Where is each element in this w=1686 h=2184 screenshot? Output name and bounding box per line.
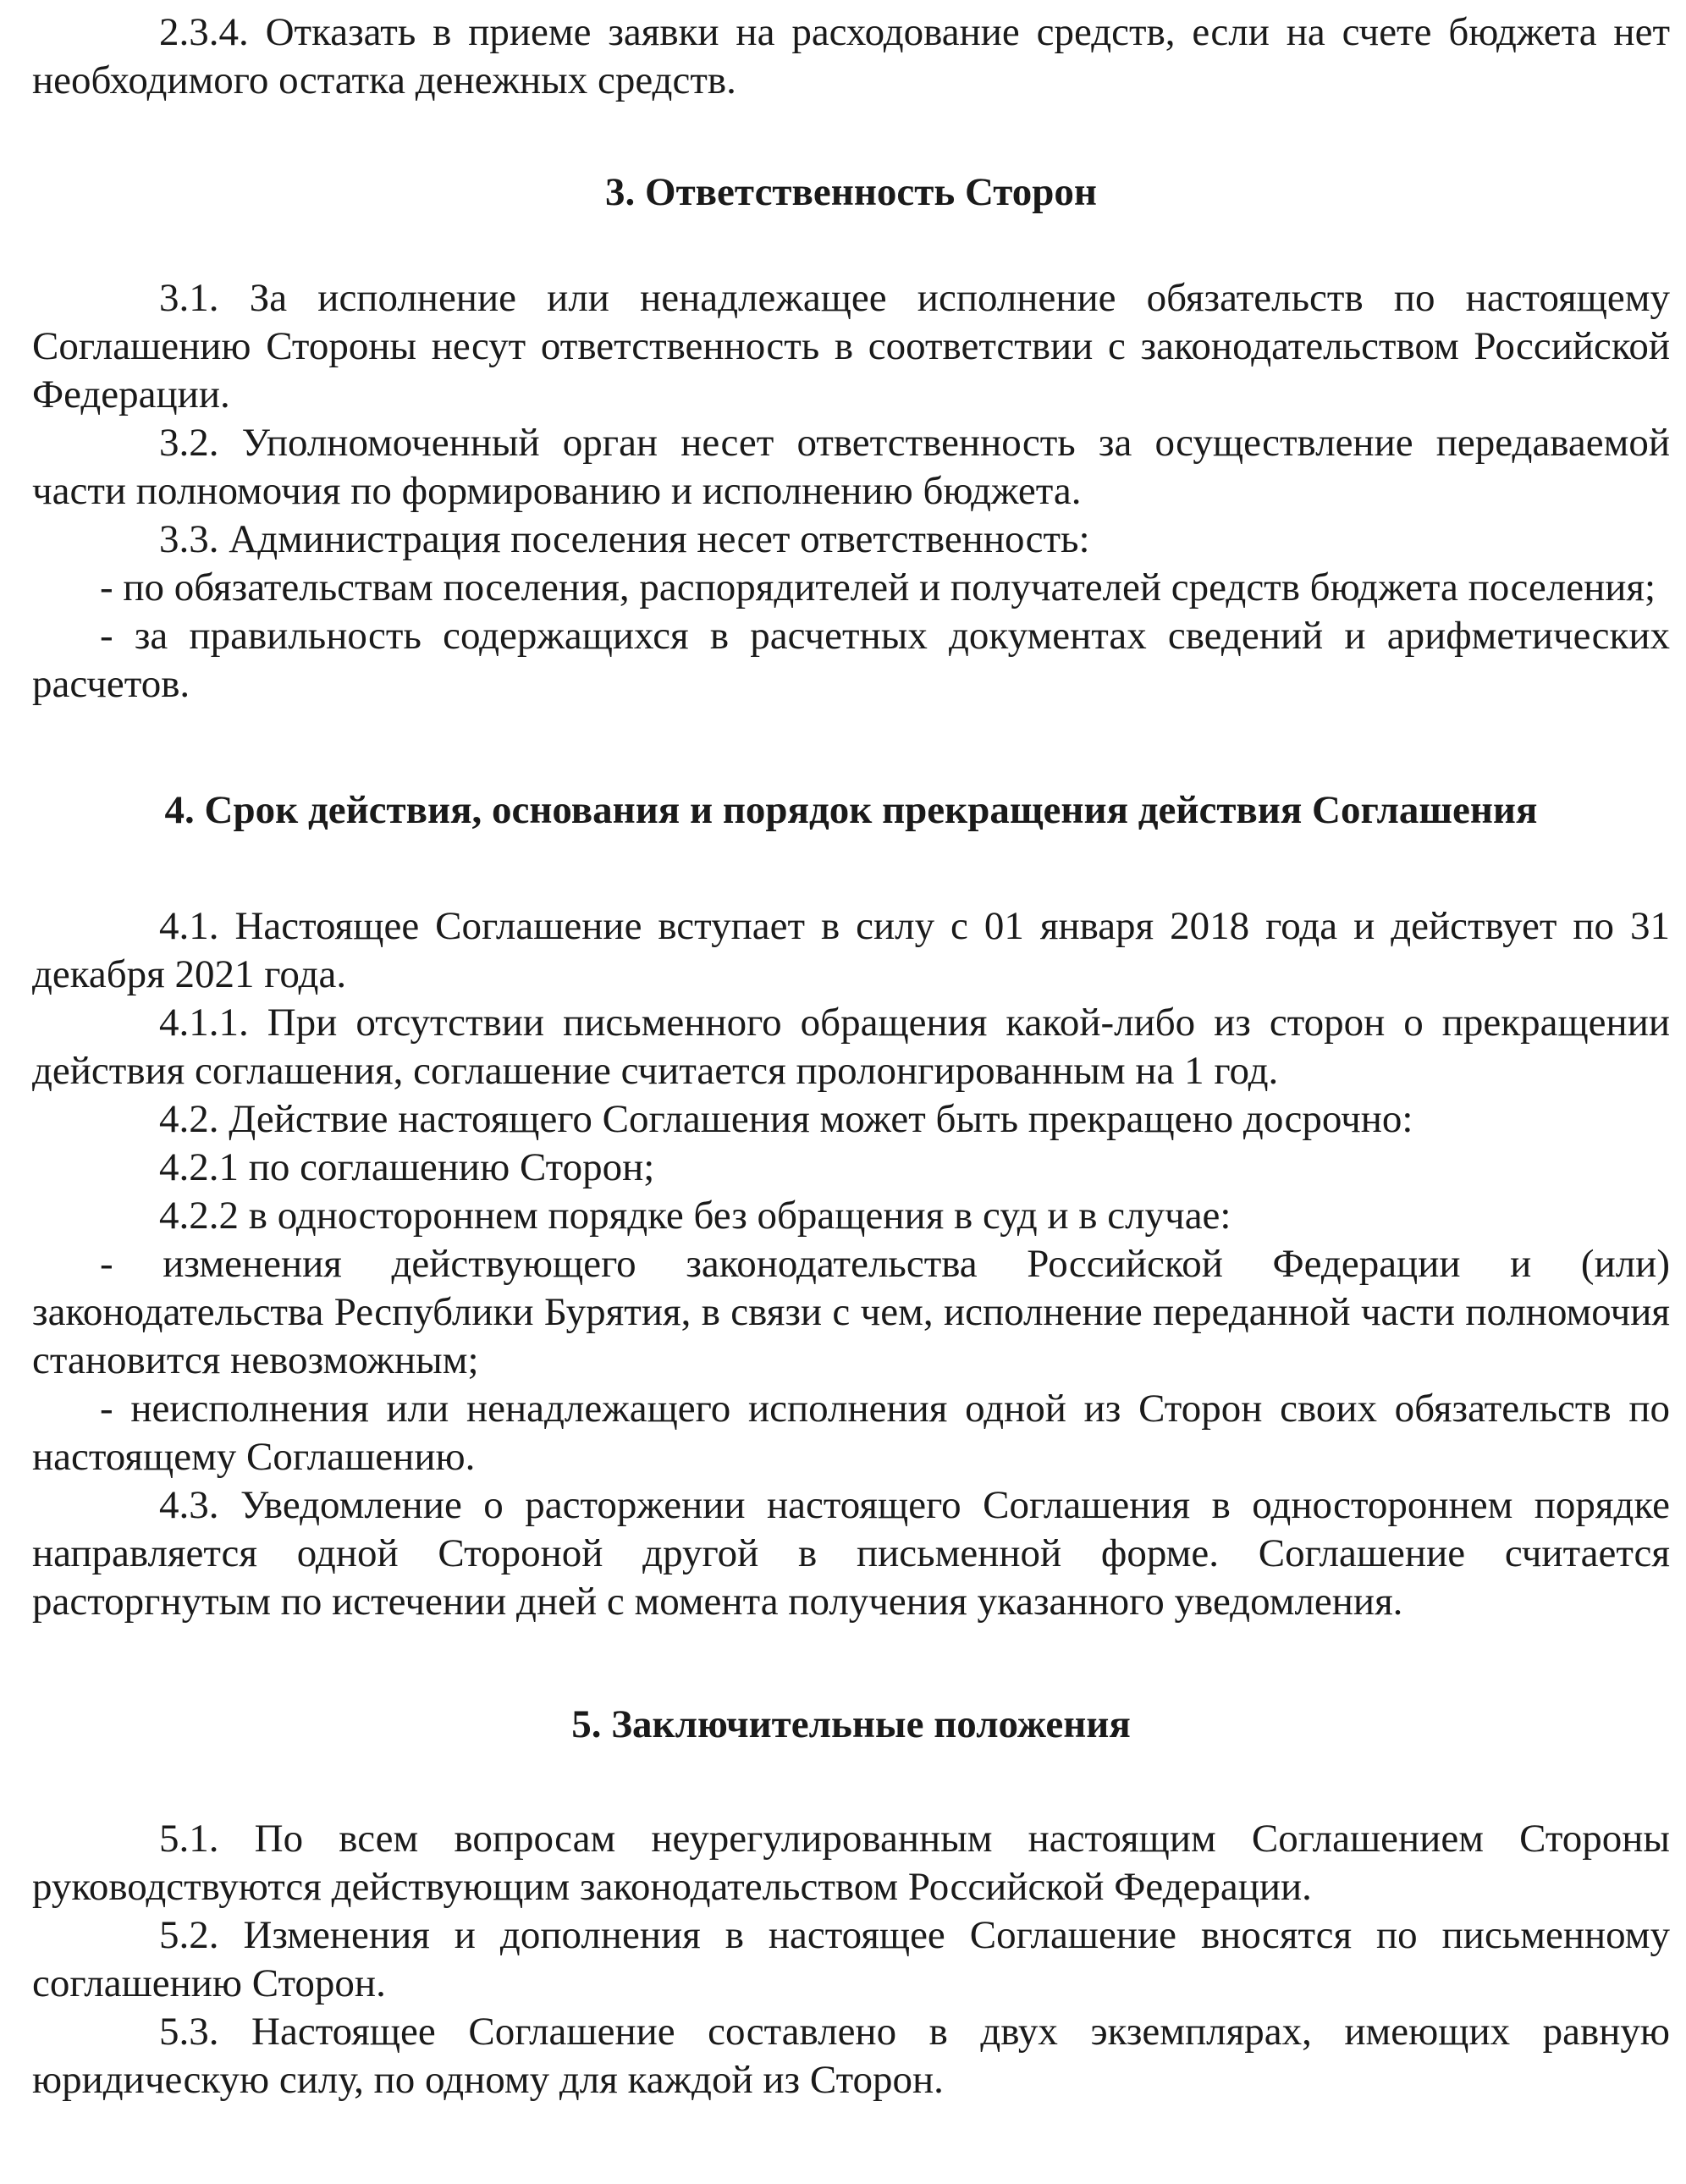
section-3-heading: 3. Ответственность Сторон <box>605 170 1097 214</box>
paragraph-4-3: 4.3. Уведомление о расторжении настоящего Соглашения в одностороннем порядке направляется одной Стороной другой в письменной форме. Соглашение считается расторгнутым по истечении дней с момента получения указанного уведомления. <box>32 1483 1670 1624</box>
paragraph-4-2-2: 4.2.2 в одностороннем порядке без обращения в суд и в случае: <box>159 1194 1231 1238</box>
section-4-heading: 4. Срок действия, основания и порядок прекращения действия Соглашения <box>164 788 1538 832</box>
paragraph-3-2: 3.2. Уполномоченный орган несет ответственность за осуществление передаваемой части полномочия по формированию и исполнению бюджета. <box>32 421 1670 513</box>
section-5-heading: 5. Заключительные положения <box>571 1702 1131 1746</box>
paragraph-3-1: 3.1. За исполнение или ненадлежащее исполнение обязательств по настоящему Соглашению Стороны несут ответственность в соответствии с законодательством Российской Федерации. <box>32 276 1670 416</box>
paragraph-3-3-item-b: - за правильность содержащихся в расчетных документах сведений и арифметических расчетов. <box>32 614 1670 706</box>
paragraph-4-2-1: 4.2.1 по соглашению Сторон; <box>159 1145 655 1189</box>
paragraph-4-1-1: 4.1.1. При отсутствии письменного обращения какой-либо из сторон о прекращении действия соглашения, соглашение считается пролонгированным на 1 год. <box>32 1001 1670 1093</box>
document-body <box>32 8 1670 2104</box>
paragraph-5-2: 5.2. Изменения и дополнения в настоящее Соглашение вносятся по письменному соглашению Сторон. <box>32 1913 1670 2005</box>
paragraph-2-3-4: 2.3.4. Отказать в приеме заявки на расходование средств, если на счете бюджета нет необходимого остатка денежных средств. <box>32 10 1670 102</box>
paragraph-3-3-item-a: - по обязательствам поселения, распорядителей и получателей средств бюджета поселения; <box>100 565 1656 609</box>
paragraph-3-3: 3.3. Администрация поселения несет ответственность: <box>159 517 1090 561</box>
paragraph-5-3: 5.3. Настоящее Соглашение составлено в двух экземплярах, имеющих равную юридическую силу, по одному для каждой из Сторон. <box>32 2010 1670 2102</box>
paragraph-4-2-2-item-b: - неисполнения или ненадлежащего исполнения одной из Сторон своих обязательств по настоящему Соглашению. <box>32 1387 1670 1479</box>
paragraph-4-2: 4.2. Действие настоящего Соглашения может быть прекращено досрочно: <box>159 1097 1413 1141</box>
paragraph-5-1: 5.1. По всем вопросам неурегулированным настоящим Соглашением Стороны руководствуются действующим законодательством Российской Федерации. <box>32 1817 1670 1909</box>
paragraph-4-1: 4.1. Настоящее Соглашение вступает в силу с 01 января 2018 года и действует по 31 декабря 2021 года. <box>32 904 1670 996</box>
paragraph-4-2-2-item-a: - изменения действующего законодательства Российской Федерации и (или) законодательства Республики Бурятия, в связи с чем, исполнение переданной части полномочия становится невозможным; <box>32 1242 1670 1382</box>
